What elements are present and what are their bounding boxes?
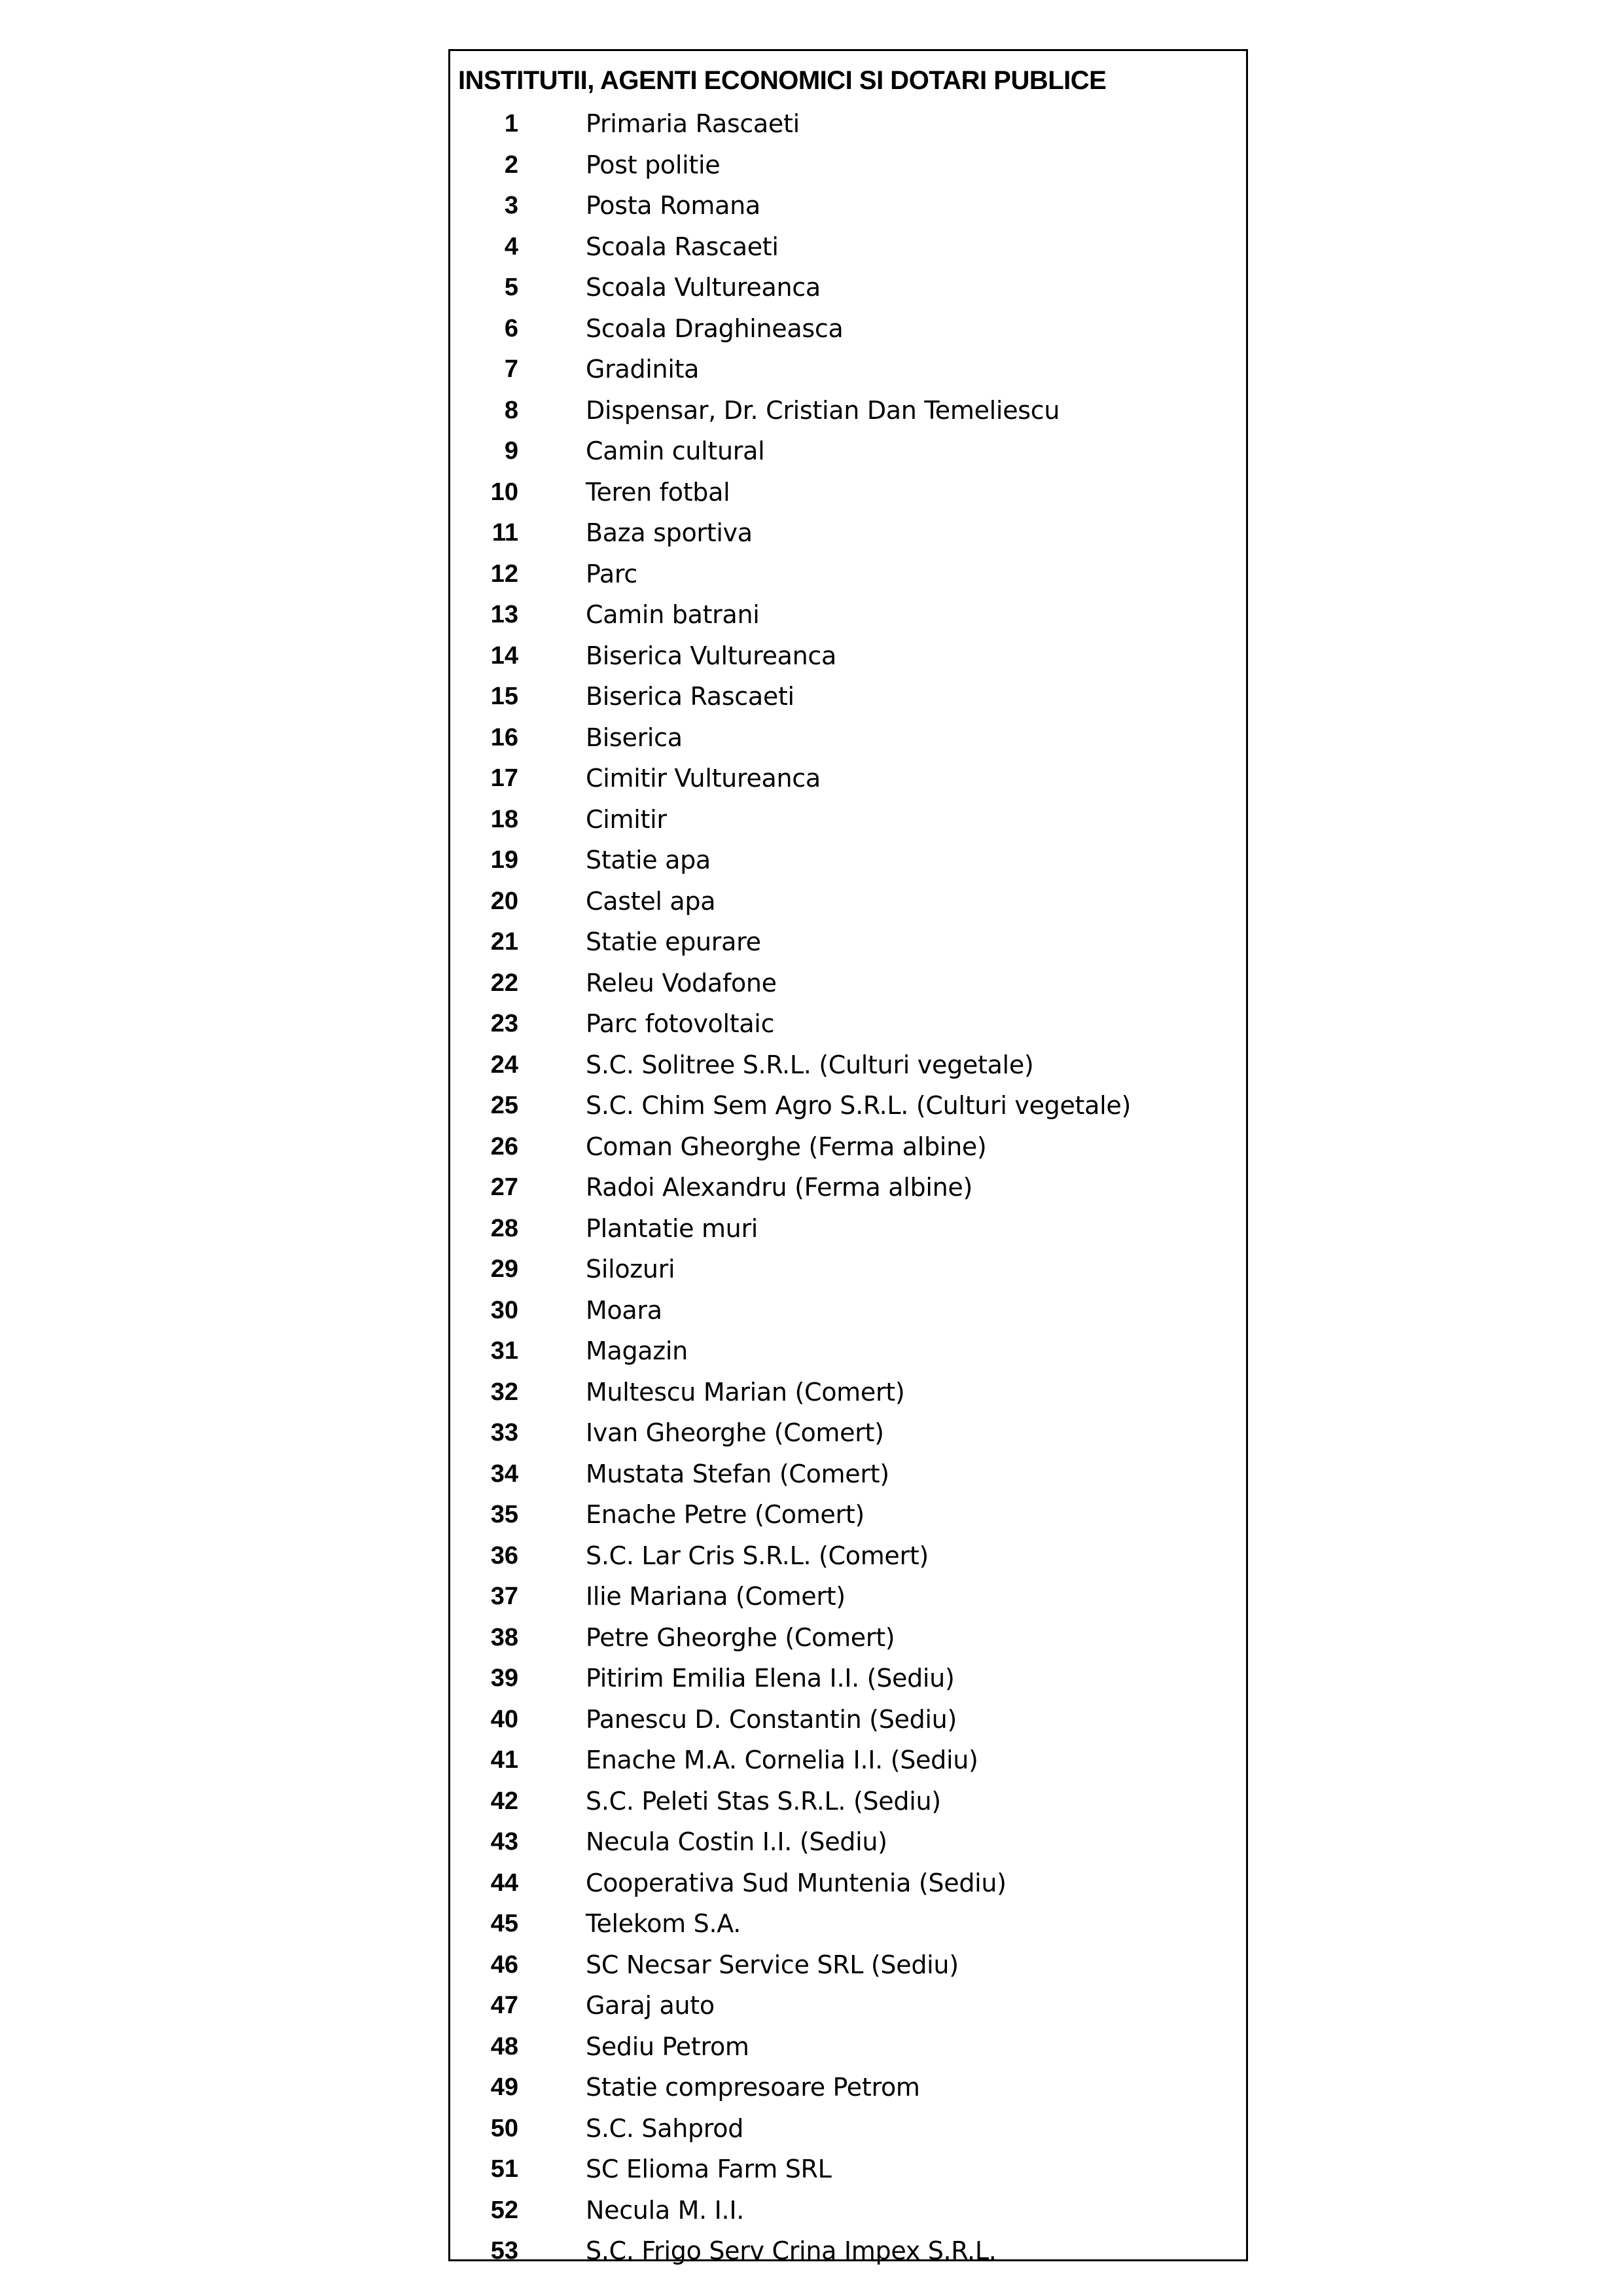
row-name: SC Elioma Farm SRL <box>586 2155 832 2183</box>
row-number: 3 <box>504 192 518 219</box>
row-name: SC Necsar Service SRL (Sediu) <box>586 1950 959 1979</box>
row-name: Parc <box>586 559 637 588</box>
table-row <box>450 2026 1246 2068</box>
row-number: 5 <box>504 274 518 301</box>
table-row <box>450 1903 1246 1945</box>
row-name: Ivan Gheorghe (Comert) <box>586 1418 884 1447</box>
row-name: Plantatie muri <box>586 1213 758 1243</box>
table-row <box>450 1985 1246 2026</box>
row-number: 10 <box>490 478 518 506</box>
row-name: Biserica Vultureanca <box>586 641 836 670</box>
row-number: 29 <box>490 1255 518 1283</box>
table-row <box>450 1821 1246 1863</box>
row-number: 25 <box>490 1092 518 1119</box>
row-name: S.C. Peleti Stas S.R.L. (Sediu) <box>586 1786 941 1816</box>
row-name: Cooperativa Sud Muntenia (Sediu) <box>586 1868 1007 1897</box>
row-number: 24 <box>490 1050 518 1079</box>
row-name: Gradinita <box>586 355 700 384</box>
row-number: 9 <box>504 437 518 465</box>
row-name: Camin cultural <box>586 437 765 465</box>
table-row <box>450 881 1246 922</box>
table-row <box>450 1781 1246 1822</box>
row-name: Camin batrani <box>586 600 760 629</box>
row-name: Teren fotbal <box>586 477 730 507</box>
table-row <box>450 1454 1246 1495</box>
table-row <box>450 1863 1246 1904</box>
table-row <box>450 554 1246 595</box>
table-row <box>450 1740 1246 1781</box>
table-row <box>450 1412 1246 1454</box>
row-number: 15 <box>490 683 518 710</box>
row-number: 32 <box>490 1378 518 1406</box>
row-number: 4 <box>504 232 518 260</box>
row-number: 27 <box>490 1174 518 1201</box>
row-name: Pitirim Emilia Elena I.I. (Sediu) <box>586 1664 955 1693</box>
row-number: 17 <box>490 764 518 792</box>
table-row <box>450 1494 1246 1535</box>
table-row <box>450 1372 1246 1413</box>
row-name: Cimitir <box>586 804 667 834</box>
table-row <box>450 226 1246 268</box>
row-number: 50 <box>490 2114 518 2142</box>
row-name: Castel apa <box>586 886 716 916</box>
row-name: Baza sportiva <box>586 518 753 547</box>
row-name: Necula M. I.I. <box>586 2195 745 2225</box>
table-row <box>450 636 1246 677</box>
row-number: 12 <box>490 560 518 588</box>
row-name: Moara <box>586 1295 662 1325</box>
row-name: Petre Gheorghe (Comert) <box>586 1623 895 1652</box>
row-number: 47 <box>490 1992 518 2019</box>
table-row <box>450 1003 1246 1045</box>
row-number: 23 <box>490 1010 518 1037</box>
row-number: 31 <box>490 1337 518 1365</box>
table-row <box>450 349 1246 390</box>
table-row <box>450 963 1246 1004</box>
row-name: Statie apa <box>586 846 711 874</box>
row-number: 33 <box>490 1419 518 1446</box>
row-number: 1 <box>504 110 518 137</box>
table-row <box>450 390 1246 431</box>
table-row <box>450 1331 1246 1372</box>
row-name: S.C. Frigo Serv Crina Impex S.R.L. <box>586 2236 997 2265</box>
table-row <box>450 676 1246 717</box>
row-name: Statie epurare <box>586 927 761 956</box>
table-row <box>450 267 1246 308</box>
row-number: 34 <box>490 1460 518 1488</box>
table-row <box>450 1699 1246 1740</box>
table-row <box>450 472 1246 513</box>
row-number: 26 <box>490 1132 518 1160</box>
row-number: 48 <box>490 2032 518 2060</box>
table-row <box>450 2231 1246 2272</box>
row-number: 11 <box>491 519 518 547</box>
table-row <box>450 2149 1246 2190</box>
row-name: Sediu Petrom <box>586 2032 749 2061</box>
row-number: 39 <box>490 1664 518 1692</box>
table-row <box>450 2190 1246 2231</box>
row-name: Radoi Alexandru (Ferma albine) <box>586 1173 973 1202</box>
table-row <box>450 431 1246 472</box>
row-name: Garaj auto <box>586 1991 715 2020</box>
row-number: 41 <box>490 1746 518 1774</box>
row-name: S.C. Sahprod <box>586 2113 744 2143</box>
row-name: Necula Costin I.I. (Sediu) <box>586 1827 887 1856</box>
row-name: Telekom S.A. <box>586 1909 741 1938</box>
institutions-table <box>448 49 1248 2265</box>
row-number: 49 <box>490 2073 518 2101</box>
table-row <box>450 2108 1246 2149</box>
row-number: 51 <box>490 2155 518 2183</box>
table-row <box>450 1045 1246 1086</box>
row-name: Posta Romana <box>586 191 760 220</box>
row-name: Parc fotovoltaic <box>586 1009 775 1038</box>
table-row <box>450 512 1246 554</box>
table-row <box>450 758 1246 799</box>
row-number: 44 <box>490 1869 518 1897</box>
row-name: Biserica <box>586 723 683 752</box>
row-number: 30 <box>490 1296 518 1324</box>
table-row <box>450 840 1246 881</box>
table-row <box>450 103 1246 145</box>
row-number: 16 <box>490 723 518 751</box>
table-row <box>450 1658 1246 1699</box>
row-name: Coman Gheorghe (Ferma albine) <box>586 1132 987 1161</box>
row-number: 28 <box>490 1214 518 1242</box>
table-row <box>450 1085 1246 1126</box>
row-number: 21 <box>490 928 518 956</box>
row-name: Releu Vodafone <box>586 968 777 997</box>
row-number: 38 <box>490 1623 518 1651</box>
row-name: Cimitir Vultureanca <box>586 764 821 793</box>
table-row <box>450 1945 1246 1986</box>
row-name: Primaria Rascaeti <box>586 109 800 138</box>
table-row <box>450 1535 1246 1577</box>
row-name: Scoala Rascaeti <box>586 232 779 261</box>
table-row <box>450 1576 1246 1617</box>
table-title: INSTITUTII, AGENTI ECONOMICI SI DOTARI PUBLICE <box>458 66 1107 95</box>
row-name: Biserica Rascaeti <box>586 682 794 711</box>
row-name: Post politie <box>586 150 721 179</box>
table-row <box>450 2067 1246 2108</box>
table-row <box>450 145 1246 186</box>
row-number: 42 <box>490 1787 518 1815</box>
table-row <box>450 1126 1246 1168</box>
row-name: Statie compresoare Petrom <box>586 2073 920 2102</box>
table-row <box>450 922 1246 963</box>
table-row <box>450 717 1246 759</box>
row-number: 8 <box>504 396 518 424</box>
row-number: 18 <box>490 805 518 833</box>
row-number: 53 <box>490 2237 518 2265</box>
row-name: Silozuri <box>586 1255 675 1283</box>
row-name: Enache M.A. Cornelia I.I. (Sediu) <box>586 1746 978 1774</box>
table-row <box>450 1290 1246 1331</box>
table-row <box>450 799 1246 840</box>
row-number: 13 <box>490 601 518 628</box>
row-number: 52 <box>490 2196 518 2224</box>
row-name: S.C. Lar Cris S.R.L. (Comert) <box>586 1541 929 1570</box>
table-row <box>450 1167 1246 1208</box>
row-number: 6 <box>504 314 518 342</box>
row-number: 35 <box>490 1501 518 1528</box>
row-number: 46 <box>490 1950 518 1979</box>
row-name: Enache Petre (Comert) <box>586 1500 865 1529</box>
row-name: Mustata Stefan (Comert) <box>586 1459 889 1488</box>
row-name: Scoala Draghineasca <box>586 314 844 343</box>
table-rows <box>450 103 1246 2272</box>
row-number: 36 <box>490 1541 518 1570</box>
row-number: 22 <box>490 969 518 997</box>
table-row <box>450 594 1246 636</box>
row-number: 7 <box>504 355 518 383</box>
row-name: Dispensar, Dr. Cristian Dan Temeliescu <box>586 395 1060 425</box>
row-name: Ilie Mariana (Comert) <box>586 1582 846 1611</box>
row-number: 20 <box>490 887 518 915</box>
row-name: Magazin <box>586 1336 688 1365</box>
row-number: 40 <box>490 1705 518 1733</box>
table-row <box>450 308 1246 350</box>
row-number: 43 <box>490 1828 518 1856</box>
table-row <box>450 185 1246 226</box>
row-name: S.C. Solitree S.R.L. (Culturi vegetale) <box>586 1050 1034 1079</box>
table-row <box>450 1617 1246 1659</box>
row-number: 45 <box>490 1910 518 1937</box>
row-name: S.C. Chim Sem Agro S.R.L. (Culturi vegetale) <box>586 1091 1132 1120</box>
row-name: Panescu D. Constantin (Sediu) <box>586 1704 957 1734</box>
row-number: 37 <box>490 1583 518 1610</box>
row-number: 2 <box>504 151 518 179</box>
row-name: Scoala Vultureanca <box>586 273 821 302</box>
table-row <box>450 1208 1246 1249</box>
row-name: Multescu Marian (Comert) <box>586 1377 905 1407</box>
row-number: 14 <box>490 641 518 670</box>
row-number: 19 <box>490 846 518 874</box>
table-row <box>450 1249 1246 1290</box>
